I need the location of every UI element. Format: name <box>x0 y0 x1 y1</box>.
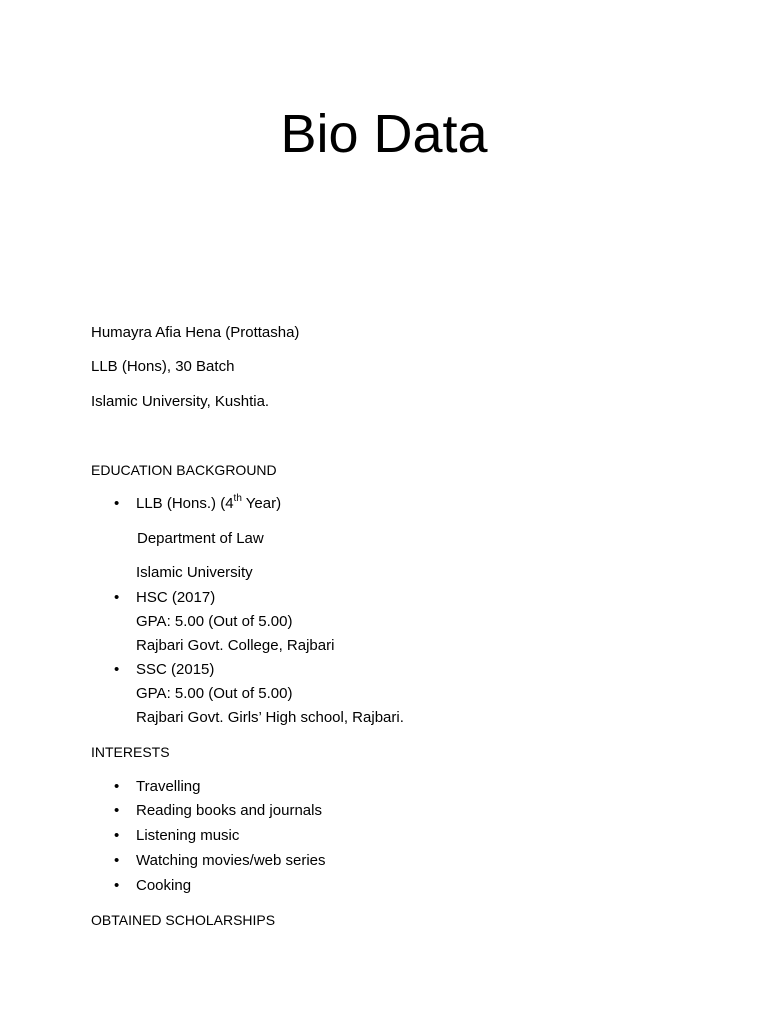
page-title: Bio Data <box>280 104 488 164</box>
bullet-glyph: • <box>114 589 120 606</box>
education-item-ssc-title: SSC (2015) <box>136 661 215 678</box>
profile-program: LLB (Hons), 30 Batch <box>91 358 235 375</box>
interest-item: Listening music <box>136 827 240 844</box>
interests-heading: INTERESTS <box>91 744 170 760</box>
education-heading: EDUCATION BACKGROUND <box>91 462 277 478</box>
llb-title-suffix: Year) <box>241 495 282 512</box>
bullet-glyph: • <box>114 778 120 795</box>
education-item-llb-university: Islamic University <box>136 564 253 581</box>
profile-name: Humayra Afia Hena (Prottasha) <box>91 324 300 341</box>
education-item-llb-title <box>136 494 281 514</box>
interest-item: Cooking <box>136 877 192 894</box>
interest-item: Travelling <box>136 778 201 795</box>
bullet-glyph: • <box>114 802 120 819</box>
profile-institution: Islamic University, Kushtia. <box>91 393 270 410</box>
education-item-hsc-school: Rajbari Govt. College, Rajbari <box>136 637 335 654</box>
llb-title-prefix: LLB (Hons.) (4 <box>136 495 234 512</box>
education-item-ssc-gpa: GPA: 5.00 (Out of 5.00) <box>136 685 293 702</box>
education-item-hsc-title: HSC (2017) <box>136 589 216 606</box>
bullet-glyph: • <box>114 877 120 894</box>
llb-title-sup: th <box>233 493 242 504</box>
education-item-llb-department: Department of Law <box>137 530 264 547</box>
education-item-hsc-gpa: GPA: 5.00 (Out of 5.00) <box>136 613 293 630</box>
bullet-glyph: • <box>114 852 120 869</box>
scholarships-heading: OBTAINED SCHOLARSHIPS <box>91 912 276 928</box>
bullet-glyph: • <box>114 661 120 678</box>
bullet-glyph: • <box>114 827 120 844</box>
bullet-glyph: • <box>114 495 120 512</box>
interest-item: Watching movies/web series <box>136 852 326 869</box>
education-item-ssc-school: Rajbari Govt. Girls’ High school, Rajbari. <box>136 709 404 726</box>
interest-item: Reading books and journals <box>136 802 322 819</box>
